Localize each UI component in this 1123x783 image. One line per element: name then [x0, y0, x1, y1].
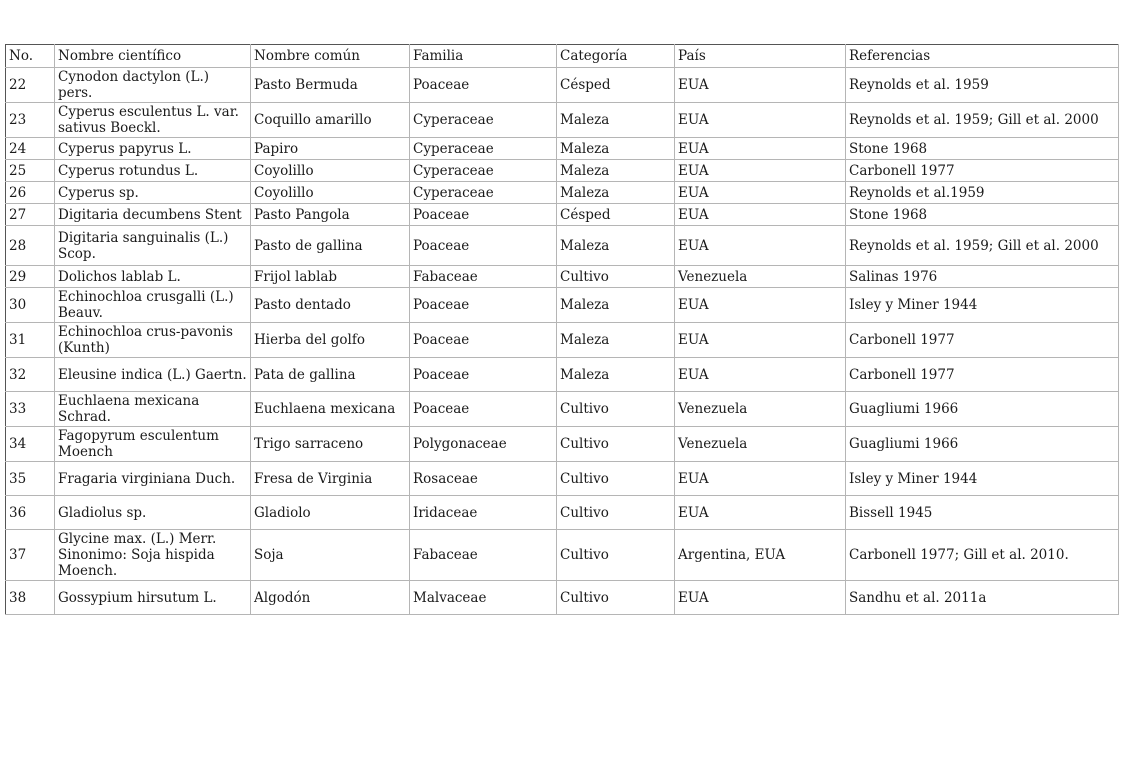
table-row [6, 226, 1119, 266]
table-row [6, 462, 1119, 496]
scientific-name-line: Glycine max. (L.) Merr. [58, 531, 217, 547]
cell-family: Cyperaceae [410, 138, 557, 160]
table-row [6, 392, 1119, 427]
cell-references: Reynolds et al. 1959; Gill et al. 2000 [846, 103, 1119, 138]
cell-family: Poaceae [410, 358, 557, 392]
cell-country: EUA [675, 496, 846, 530]
table-row [6, 288, 1119, 323]
cell-country: EUA [675, 138, 846, 160]
cell-no: 26 [6, 182, 55, 204]
cell-family: Iridaceae [410, 496, 557, 530]
cell-common-name: Euchlaena mexicana [251, 392, 410, 427]
table-row [6, 581, 1119, 615]
cell-common-name: Papiro [251, 138, 410, 160]
cell-category: Maleza [557, 358, 675, 392]
cell-common-name: Gladiolo [251, 496, 410, 530]
cell-references: Stone 1968 [846, 138, 1119, 160]
cell-country: EUA [675, 462, 846, 496]
cell-no: 37 [6, 530, 55, 581]
cell-category: Cultivo [557, 392, 675, 427]
cell-references: Carbonell 1977 [846, 160, 1119, 182]
cell-category: Maleza [557, 226, 675, 266]
cell-references: Isley y Miner 1944 [846, 462, 1119, 496]
header-category: Categoría [557, 45, 675, 68]
cell-scientific-name [55, 462, 251, 496]
cell-common-name: Frijol lablab [251, 266, 410, 288]
table-row [6, 160, 1119, 182]
cell-no: 33 [6, 392, 55, 427]
cell-common-name: Trigo sarraceno [251, 427, 410, 462]
cell-country: EUA [675, 288, 846, 323]
scientific-name-line: Cyperus esculentus L. var. [58, 104, 239, 120]
cell-family: Fabaceae [410, 530, 557, 581]
cell-country: EUA [675, 103, 846, 138]
cell-common-name: Pasto Pangola [251, 204, 410, 226]
cell-no: 29 [6, 266, 55, 288]
cell-no: 32 [6, 358, 55, 392]
cell-category: Maleza [557, 103, 675, 138]
cell-references: Guagliumi 1966 [846, 392, 1119, 427]
scientific-name-line: Eleusine indica (L.) Gaertn. [58, 366, 247, 383]
cell-scientific-name [55, 204, 251, 226]
cell-scientific-name [55, 427, 251, 462]
cell-country: Venezuela [675, 427, 846, 462]
scientific-name-line: Cyperus papyrus L. [58, 140, 192, 157]
cell-family: Cyperaceae [410, 103, 557, 138]
cell-scientific-name [55, 160, 251, 182]
table-row [6, 496, 1119, 530]
cell-category: Maleza [557, 182, 675, 204]
cell-no: 35 [6, 462, 55, 496]
scientific-name-line: Schrad. [58, 409, 111, 425]
cell-no: 36 [6, 496, 55, 530]
cell-common-name: Pasto dentado [251, 288, 410, 323]
cell-family: Cyperaceae [410, 160, 557, 182]
cell-references: Bissell 1945 [846, 496, 1119, 530]
cell-family: Poaceae [410, 392, 557, 427]
scientific-name-line: Dolichos lablab L. [58, 268, 181, 285]
table-row [6, 427, 1119, 462]
cell-category: Cultivo [557, 496, 675, 530]
cell-category: Maleza [557, 138, 675, 160]
cell-country: EUA [675, 68, 846, 103]
cell-family: Malvaceae [410, 581, 557, 615]
cell-family: Poaceae [410, 288, 557, 323]
species-table [5, 44, 1119, 615]
cell-category: Cultivo [557, 462, 675, 496]
table-row [6, 182, 1119, 204]
table-row [6, 204, 1119, 226]
cell-no: 30 [6, 288, 55, 323]
cell-references: Reynolds et al. 1959; Gill et al. 2000 [846, 226, 1119, 266]
cell-references: Carbonell 1977 [846, 358, 1119, 392]
cell-common-name: Algodón [251, 581, 410, 615]
scientific-name-line: Euchlaena mexicana [58, 393, 200, 409]
cell-category: Maleza [557, 160, 675, 182]
cell-family: Poaceae [410, 323, 557, 358]
cell-common-name: Pata de gallina [251, 358, 410, 392]
cell-scientific-name [55, 288, 251, 323]
header-scientific-name: Nombre científico [55, 45, 251, 68]
cell-no: 34 [6, 427, 55, 462]
cell-no: 23 [6, 103, 55, 138]
scientific-name-line: Gossypium hirsutum L. [58, 589, 217, 606]
table-row [6, 266, 1119, 288]
header-country: País [675, 45, 846, 68]
cell-category: Cultivo [557, 530, 675, 581]
cell-family: Polygonaceae [410, 427, 557, 462]
cell-scientific-name [55, 103, 251, 138]
cell-category: Maleza [557, 288, 675, 323]
cell-scientific-name [55, 496, 251, 530]
cell-references: Reynolds et al. 1959 [846, 68, 1119, 103]
cell-country: EUA [675, 160, 846, 182]
scientific-name-line: (Kunth) [58, 340, 110, 356]
cell-no: 24 [6, 138, 55, 160]
cell-common-name: Pasto de gallina [251, 226, 410, 266]
scientific-name-line: Echinochloa crus-pavonis [58, 324, 233, 340]
header-references: Referencias [846, 45, 1119, 68]
cell-country: EUA [675, 226, 846, 266]
cell-references: Carbonell 1977; Gill et al. 2010. [846, 530, 1119, 581]
cell-family: Rosaceae [410, 462, 557, 496]
scientific-name-line: Echinochloa crusgalli (L.) [58, 289, 234, 305]
table-row [6, 68, 1119, 103]
scientific-name-line: Cyperus sp. [58, 184, 139, 201]
cell-country: Venezuela [675, 392, 846, 427]
cell-references: Salinas 1976 [846, 266, 1119, 288]
header-common-name: Nombre común [251, 45, 410, 68]
table-row [6, 138, 1119, 160]
cell-category: Cultivo [557, 266, 675, 288]
cell-scientific-name [55, 266, 251, 288]
cell-no: 22 [6, 68, 55, 103]
cell-scientific-name [55, 392, 251, 427]
cell-common-name: Pasto Bermuda [251, 68, 410, 103]
cell-category: Césped [557, 68, 675, 103]
scientific-name-line: Fragaria virginiana Duch. [58, 470, 236, 487]
scientific-name-line: Sinonimo: Soja hispida [58, 547, 215, 563]
cell-common-name: Soja [251, 530, 410, 581]
scientific-name-line: Gladiolus sp. [58, 504, 147, 521]
scientific-name-line: Cynodon dactylon (L.) pers. [58, 69, 210, 101]
cell-common-name: Coyolillo [251, 160, 410, 182]
cell-references: Stone 1968 [846, 204, 1119, 226]
cell-scientific-name [55, 358, 251, 392]
cell-country: EUA [675, 182, 846, 204]
cell-country: Argentina, EUA [675, 530, 846, 581]
cell-references: Reynolds et al.1959 [846, 182, 1119, 204]
cell-country: EUA [675, 358, 846, 392]
cell-no: 38 [6, 581, 55, 615]
table-row [6, 358, 1119, 392]
cell-family: Poaceae [410, 204, 557, 226]
cell-no: 25 [6, 160, 55, 182]
cell-references: Sandhu et al. 2011a [846, 581, 1119, 615]
cell-category: Cultivo [557, 581, 675, 615]
header-no: No. [6, 45, 55, 68]
cell-common-name: Coquillo amarillo [251, 103, 410, 138]
cell-references: Isley y Miner 1944 [846, 288, 1119, 323]
scientific-name-line: Digitaria decumbens Stent [58, 206, 242, 223]
cell-common-name: Fresa de Virginia [251, 462, 410, 496]
cell-category: Cultivo [557, 427, 675, 462]
header-family: Familia [410, 45, 557, 68]
cell-scientific-name [55, 226, 251, 266]
cell-no: 27 [6, 204, 55, 226]
table-body [6, 68, 1119, 615]
cell-category: Maleza [557, 323, 675, 358]
cell-family: Poaceae [410, 68, 557, 103]
cell-scientific-name [55, 581, 251, 615]
cell-scientific-name [55, 182, 251, 204]
scientific-name-line: Moench. [58, 563, 118, 579]
cell-references: Carbonell 1977 [846, 323, 1119, 358]
cell-scientific-name [55, 530, 251, 581]
cell-no: 28 [6, 226, 55, 266]
scientific-name-line: Fagopyrum esculentum [58, 428, 219, 444]
table-row [6, 530, 1119, 581]
cell-country: Venezuela [675, 266, 846, 288]
scientific-name-line: sativus Boeckl. [58, 120, 161, 136]
cell-no: 31 [6, 323, 55, 358]
cell-references: Guagliumi 1966 [846, 427, 1119, 462]
cell-family: Poaceae [410, 226, 557, 266]
table-header-row [6, 45, 1119, 68]
scientific-name-line: Moench [58, 444, 113, 460]
cell-country: EUA [675, 204, 846, 226]
table-row [6, 323, 1119, 358]
cell-category: Césped [557, 204, 675, 226]
cell-common-name: Coyolillo [251, 182, 410, 204]
cell-family: Cyperaceae [410, 182, 557, 204]
cell-country: EUA [675, 323, 846, 358]
scientific-name-line: Scop. [58, 245, 96, 262]
cell-country: EUA [675, 581, 846, 615]
table-row [6, 103, 1119, 138]
cell-scientific-name [55, 323, 251, 358]
scientific-name-line: Digitaria sanguinalis (L.) [58, 229, 229, 246]
cell-scientific-name [55, 68, 251, 103]
cell-scientific-name [55, 138, 251, 160]
scientific-name-line: Cyperus rotundus L. [58, 162, 199, 179]
cell-common-name: Hierba del golfo [251, 323, 410, 358]
cell-family: Fabaceae [410, 266, 557, 288]
scientific-name-line: Beauv. [58, 305, 103, 321]
